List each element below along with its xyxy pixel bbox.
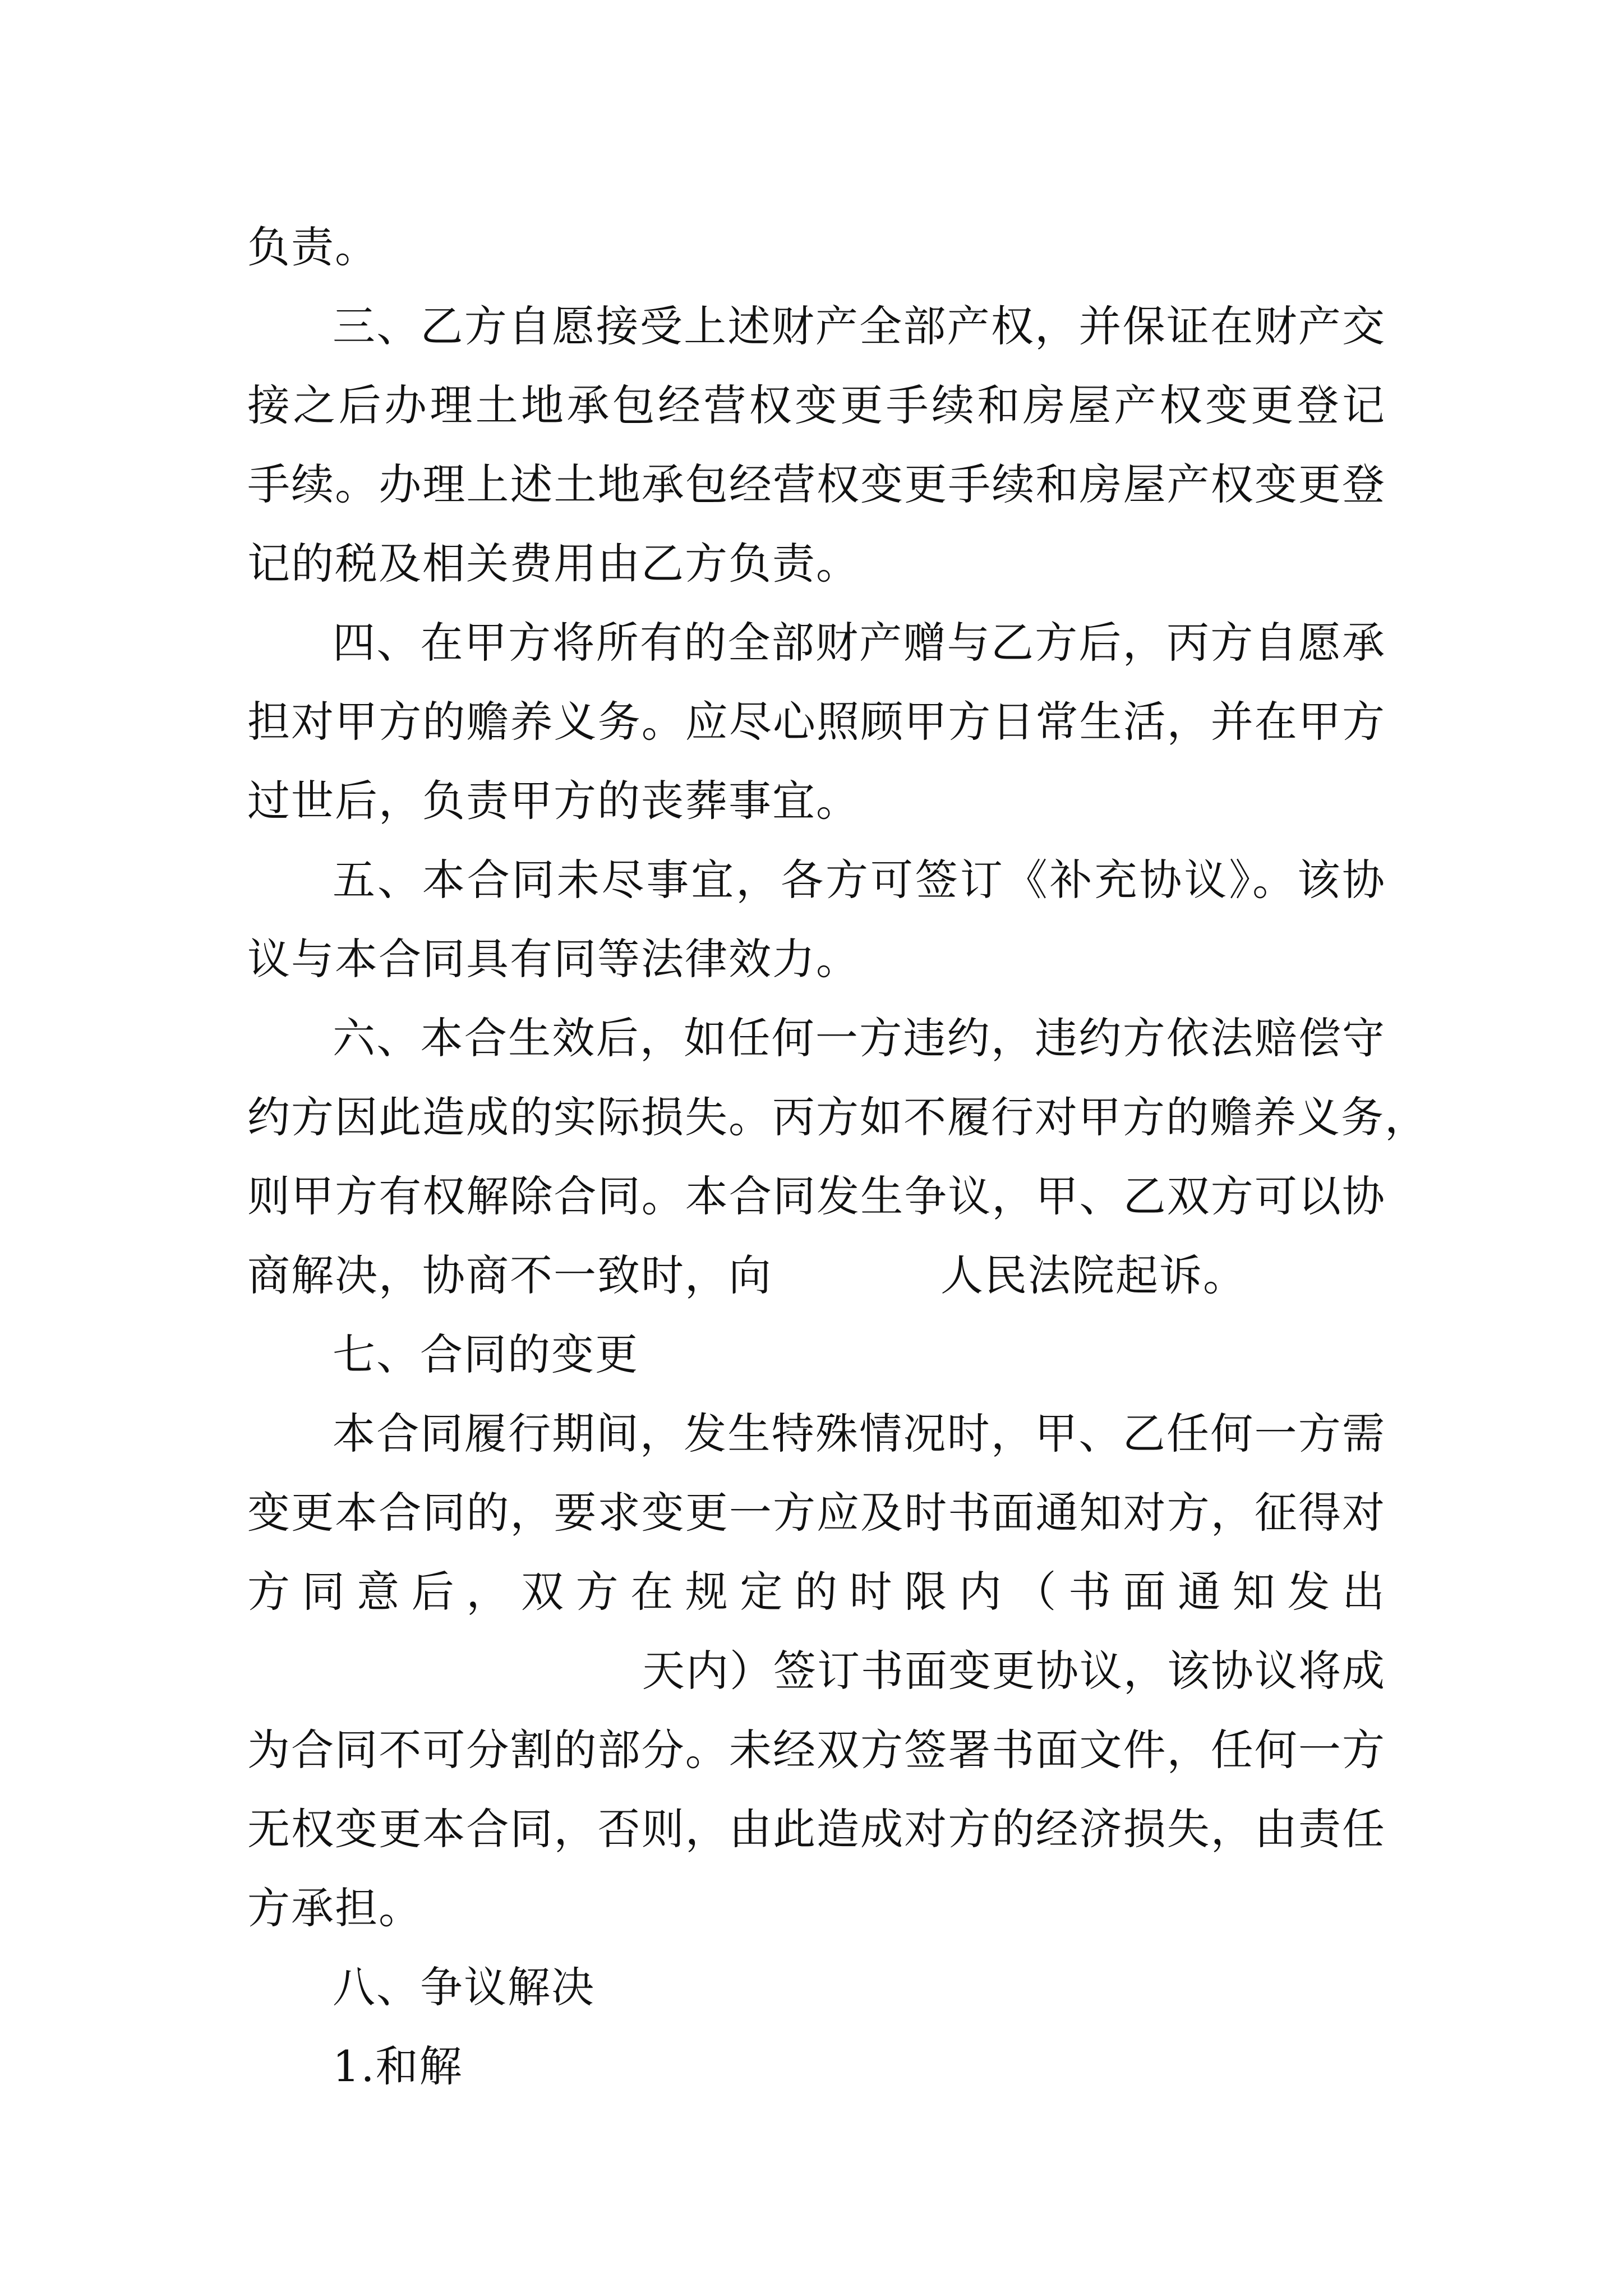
text-line: 则甲方有权解除合同。本合同发生争议，甲、乙双方可以协: [247, 1171, 1386, 1221]
text-line: 议与本合同具有同等法律效力。: [247, 934, 860, 984]
text-line: 变更本合同的，要求变更一方应及时书面通知对方，征得对: [247, 1488, 1386, 1538]
text-line: 无权变更本合同，否则，由此造成对方的经济损失，由责任: [247, 1804, 1386, 1854]
contract-body: [247, 208, 1428, 2106]
section-heading: 七、合同的变更: [333, 1329, 639, 1379]
text-line: 本合同履行期间，发生特殊情况时，甲、乙任何一方需: [333, 1409, 1386, 1458]
text-line: 负责。: [247, 222, 379, 272]
text-line: 为合同不可分割的部分。未经双方签署书面文件，任何一方: [247, 1725, 1386, 1775]
text-segment: 人民法院起诉。: [940, 1250, 1247, 1300]
text-line-with-blank: [247, 1236, 1386, 1315]
text-segment: 商解决，协商不一致时，向: [247, 1250, 772, 1300]
text-line: 记的税及相关费用由乙方负责。: [247, 539, 860, 588]
section-heading: 八、争议解决: [333, 1962, 595, 2012]
text-line: 担对甲方的赡养义务。应尽心照顾甲方日常生活，并在甲方: [247, 697, 1386, 747]
text-line: 方同意后，双方在规定的时限内（书面通知发出: [247, 1567, 1386, 1617]
text-line: 六、本合生效后，如任何一方违约，违约方依法赔偿守: [333, 1013, 1386, 1063]
text-line: 四、在甲方将所有的全部财产赠与乙方后，丙方自愿承: [333, 618, 1386, 668]
text-line: 三、乙方自愿接受上述财产全部产权，并保证在财产交: [333, 301, 1386, 351]
subsection-heading: 1.和解: [333, 2041, 463, 2091]
text-line: 五、本合同未尽事宜，各方可签订《补充协议》。该协: [333, 855, 1386, 905]
text-line: 手续。办理上述土地承包经营权变更手续和房屋产权变更登: [247, 459, 1386, 509]
text-line: 方承担。: [247, 1883, 422, 1933]
text-line: 约方因此造成的实际损失。丙方如不履行对甲方的赡养义务，: [247, 1092, 1428, 1142]
text-line: 过世后，负责甲方的丧葬事宜。: [247, 776, 860, 826]
text-line: 天内）签订书面变更协议，该协议将成: [642, 1646, 1386, 1696]
text-line: 接之后办理土地承包经营权变更手续和房屋产权变更登记: [247, 380, 1386, 430]
